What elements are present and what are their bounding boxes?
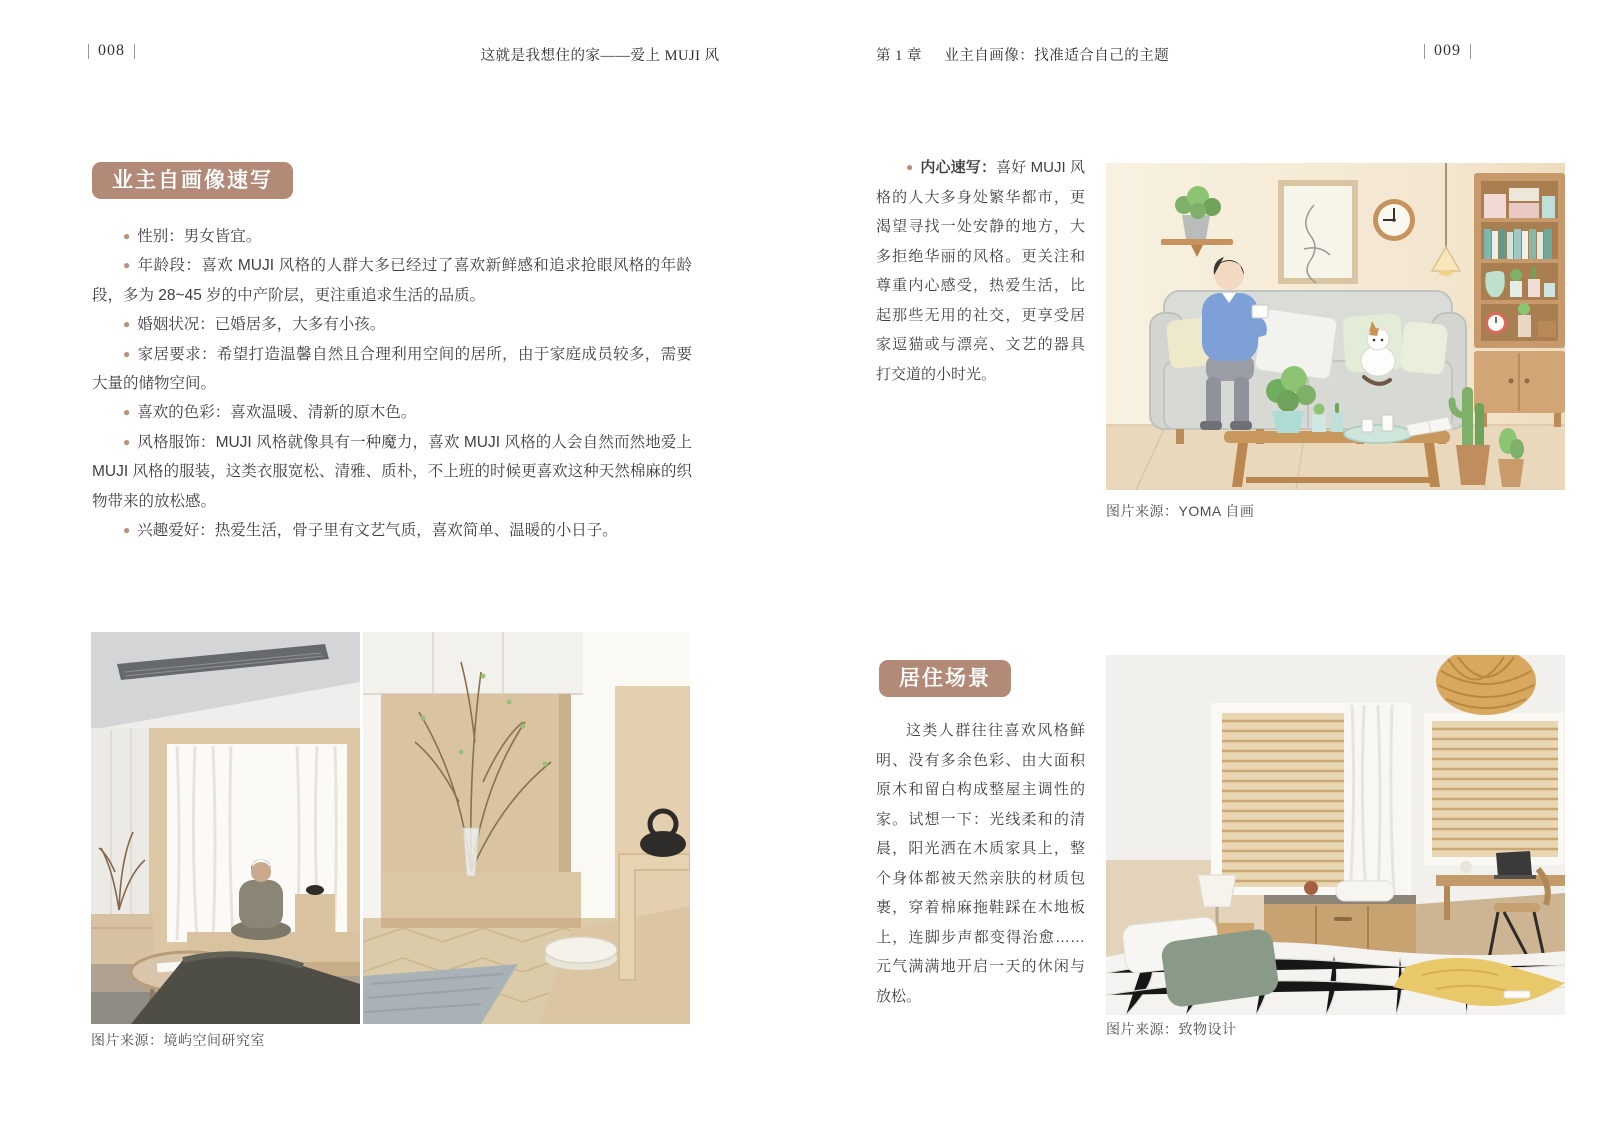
wall-art-frame: [1281, 183, 1355, 283]
living-scene-paragraph: 这类人群往往喜欢风格鲜明、没有多余色彩、由大面积原木和留白构成整屋主调性的家。试想一下：光线柔和的清晨，阳光洒在木质家具上，整个身体都被天然亲肤的材质包裹，穿着棉麻拖鞋踩在木地板上，连脚步声都变得治愈……元气满满地开启一天的休闲与放松。: [876, 722, 1085, 1005]
page-number-text: 008: [98, 42, 125, 59]
list-item: [92, 251, 692, 310]
divider: [1470, 44, 1471, 59]
bookshelf: [1474, 173, 1565, 348]
page-number-right: [1424, 42, 1471, 60]
list-item-text: 性别：男女皆宜。: [137, 228, 262, 245]
list-item-text: 年龄段：喜欢 MUJI 风格的人群大多已经过了喜欢新鲜感和追求抢眼风格的年龄段，多为 28~45 岁的中产阶层，更注重追求生活的品质。: [92, 257, 693, 304]
list-item-text: 兴趣爱好：热爱生活，骨子里有文艺气质，喜欢简单、温暖的小日子。: [137, 522, 618, 540]
photo-livingroom-meditation: [91, 632, 360, 1024]
photo-bedroom: [1106, 655, 1565, 1015]
section-badge-living-scene: 居住场景: [879, 660, 1011, 697]
interior-photos: [91, 632, 690, 1024]
bullet-icon: ●: [123, 229, 131, 243]
list-item-text: 家居要求：希望打造温馨自然且合理利用空间的居所，由于家庭成员较多，需要大量的储物空间。: [92, 345, 692, 393]
list-item: [92, 428, 692, 516]
bullet-icon: ●: [123, 346, 131, 361]
running-title-left: 这就是我想住的家——爱上 MUJI 风: [480, 48, 720, 64]
illustration-muji-livingroom: [1106, 163, 1565, 490]
divider: [88, 44, 89, 59]
bullet-icon: ●: [123, 434, 131, 449]
running-title-right: [876, 44, 1169, 65]
chapter-title: 业主自画像：找准适合自己的主题: [944, 48, 1170, 64]
mind-sketch-block: [876, 153, 1085, 389]
page-number-text: 009: [1434, 42, 1461, 59]
chapter-label: 第 1 章: [876, 48, 922, 64]
mind-sketch-text: 喜好 MUJI 风格的人大多身处繁华都市，更渴望寻找一处安静的地方，大多拒绝华丽的风格。更关注和尊重内心感受，热爱生活，比起那些无用的社交，更享受居家逗猫或与漂亮、文艺的器具打交道的小时光。: [876, 159, 1085, 383]
illustration-caption: 图片来源：YOMA 自画: [1106, 503, 1255, 519]
window-blinds-right: [1424, 713, 1564, 865]
white-curtain: [1344, 703, 1408, 897]
mind-sketch-paragraph: [876, 153, 1085, 389]
divider: [134, 44, 135, 59]
owner-portrait-list: [92, 222, 692, 545]
page-number-left: [88, 42, 135, 60]
list-item-text: 风格服饰：MUJI 风格就像具有一种魔力，喜欢 MUJI 风格的人会自然而然地爱上 MUJI 风格的服装，这类衣服宽松、清雅、质朴，不上班的时候更喜欢这种天然棉麻的织物带来的放松感。: [92, 433, 692, 510]
floor-cushion: [545, 937, 617, 970]
list-item-text: 喜欢的色彩：喜欢温暖、清新的原木色。: [137, 404, 417, 422]
photo-caption-right: 图片来源：致物设计: [1106, 1021, 1237, 1037]
list-item: [92, 398, 692, 427]
list-item: [92, 310, 692, 339]
bullet-icon: ●: [906, 160, 914, 174]
list-item: [92, 222, 692, 251]
list-item: [92, 516, 692, 545]
list-item: [92, 340, 692, 399]
section-badge-owner-portrait: 业主自画像速写: [92, 162, 293, 199]
teapot: [640, 831, 686, 857]
living-scene-block: [876, 716, 1085, 1011]
bullet-icon: ●: [123, 523, 131, 538]
mind-sketch-label: 内心速写：: [920, 159, 997, 176]
photo-teacorner-branches: [363, 632, 690, 1024]
photo-caption-left: 图片来源：境屿空间研究室: [91, 1032, 265, 1048]
divider: [1424, 44, 1425, 59]
bullet-icon: ●: [123, 405, 131, 420]
bullet-icon: ●: [123, 317, 131, 332]
wall-clock: [1373, 199, 1415, 241]
bullet-icon: ●: [123, 258, 131, 273]
list-item-text: 婚姻状况：已婚居多，大多有小孩。: [137, 316, 386, 334]
